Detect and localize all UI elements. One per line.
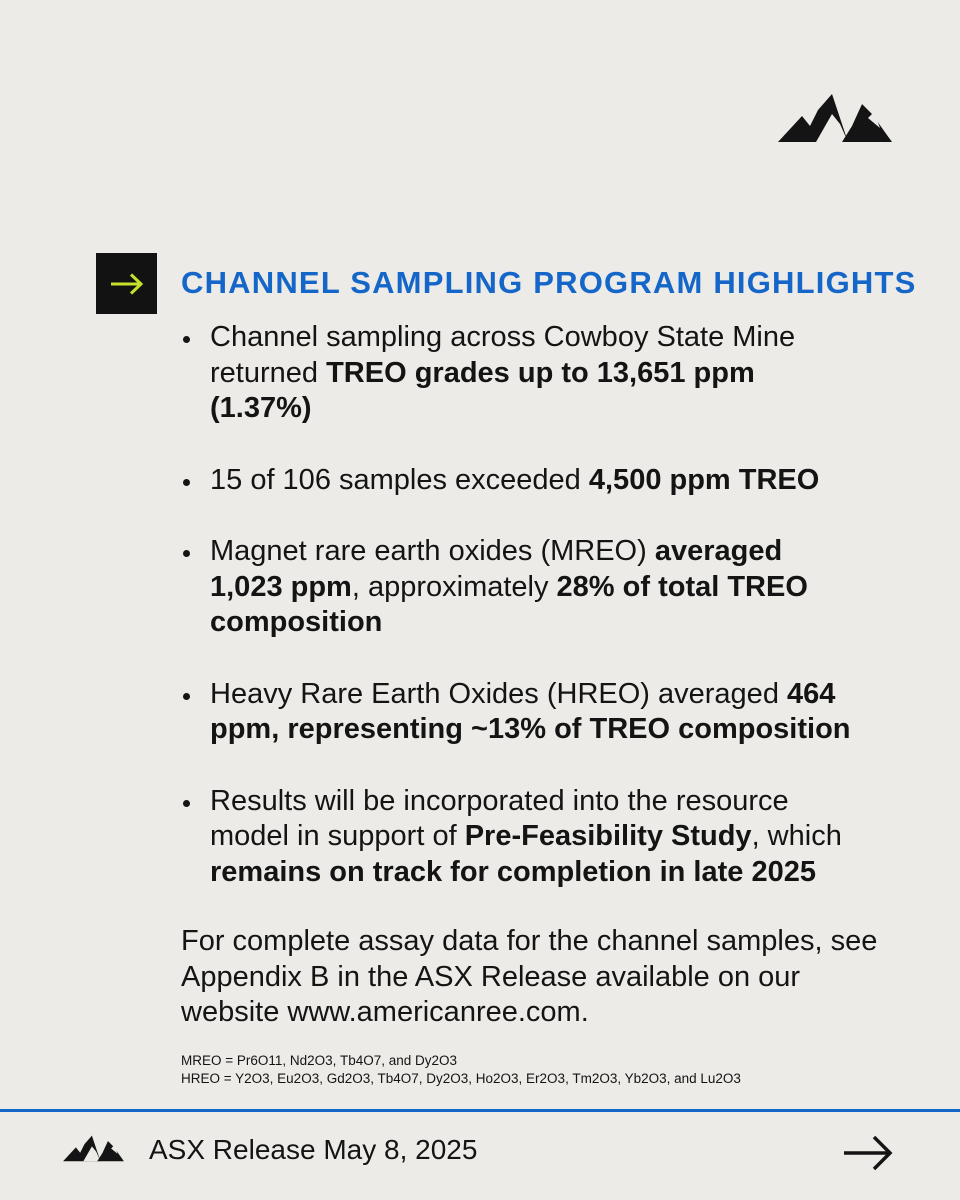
highlight-emphasis: averaged 1,023 ppm — [210, 535, 783, 603]
highlight-emphasis: 4,500 ppm TREO — [588, 463, 820, 496]
highlight-item — [181, 320, 861, 427]
highlight-text: , approximately — [351, 570, 557, 603]
arrow-right-icon — [110, 273, 144, 295]
highlight-text: Magnet rare earth oxides (MREO) — [210, 535, 655, 567]
highlight-emphasis: remains on track for completion in late 2025 — [210, 855, 816, 888]
highlight-text: Results will be incorporated into the resource model in support of — [210, 784, 789, 852]
highlight-item — [181, 784, 861, 891]
highlight-emphasis: 28% of total TREO composition — [210, 570, 808, 638]
highlight-emphasis: 464 ppm, representing ~13% of TREO composition — [210, 677, 851, 745]
next-arrow-icon[interactable] — [842, 1133, 894, 1173]
highlight-item — [181, 463, 861, 499]
highlight-text: Heavy Rare Earth Oxides (HREO) averaged — [210, 677, 787, 710]
section-arrow-badge — [96, 253, 157, 314]
highlight-text: 15 of 106 samples exceeded — [210, 463, 589, 496]
mountain-logo-small — [62, 1134, 125, 1164]
mreo-footnote: MREO = Pr6O11, Nd2O3, Tb4O7, and Dy2O3 — [181, 1053, 458, 1068]
hreo-footnote: HREO = Y2O3, Eu2O3, Gd2O3, Tb4O7, Dy2O3, Ho2O3, Er2O3, Tm2O3, Yb2O3, and Lu2O3 — [181, 1071, 741, 1086]
highlight-emphasis: Pre-Feasibility Study — [464, 820, 752, 852]
footer-divider — [0, 1109, 960, 1112]
highlights-list — [181, 320, 861, 926]
release-date: ASX Release May 8, 2025 — [149, 1134, 478, 1165]
highlight-text: , which — [751, 820, 842, 852]
highlight-text: Channel sampling across Cowboy State Mine returned — [210, 321, 796, 389]
highlight-item — [181, 534, 861, 641]
highlight-item — [181, 677, 861, 748]
section-heading: CHANNEL SAMPLING PROGRAM HIGHLIGHTS — [181, 265, 917, 300]
assay-note: For complete assay data for the channel samples, see Appendix B in the ASX Release available on our website www.americanree.com. — [181, 925, 878, 1028]
mountain-logo — [776, 92, 894, 146]
highlight-emphasis: TREO grades up to 13,651 ppm (1.37%) — [210, 356, 755, 424]
